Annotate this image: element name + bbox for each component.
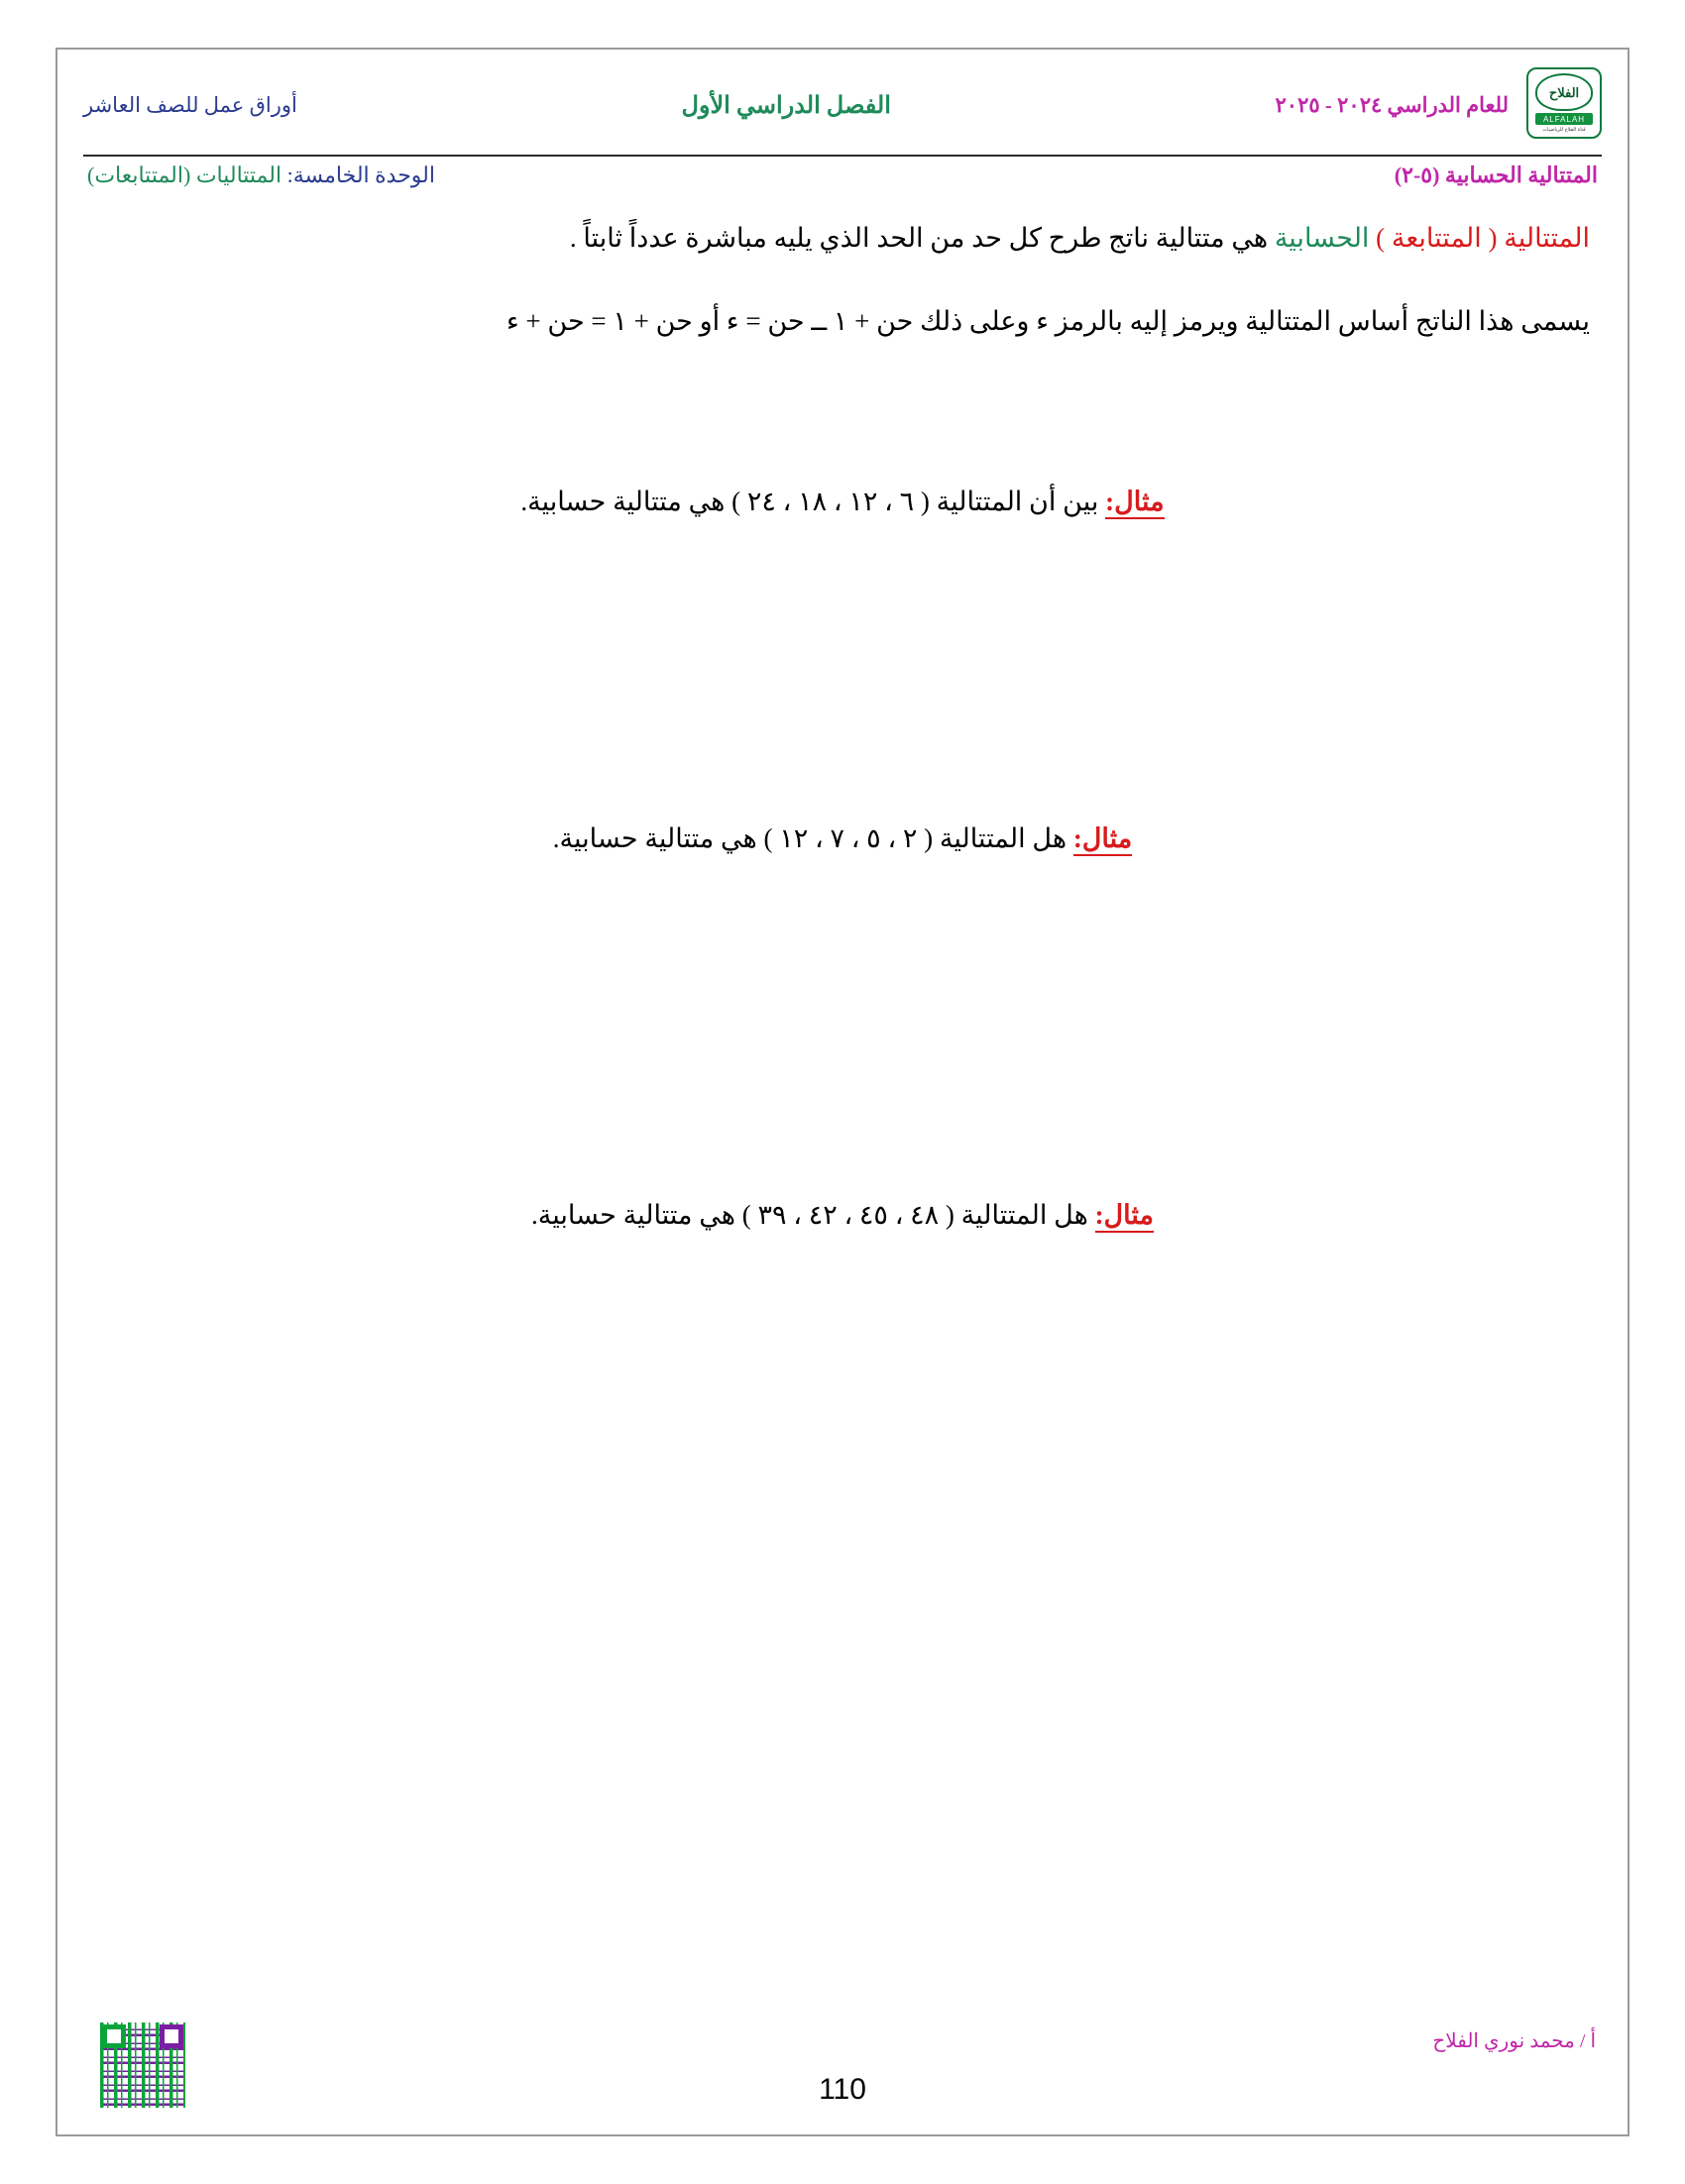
example-line-1	[520, 478, 1164, 527]
lesson-title: المتتالية الحسابية (٥-٢)	[1394, 163, 1598, 187]
subheader-row	[83, 163, 1602, 188]
page-header	[83, 67, 1602, 153]
example-label-3: مثال:	[1095, 1200, 1154, 1233]
qr-code-icon[interactable]	[97, 2020, 188, 2111]
definition-text: هي متتالية ناتج طرح كل حد من الحد الذي يليه مباشرة عدداً ثابتاً .	[569, 223, 1269, 253]
page-footer	[83, 2006, 1602, 2125]
definition-term: المتتالية ( المتتابعة )	[1369, 223, 1590, 253]
example-label-2: مثال:	[1073, 823, 1132, 856]
header-right-title: أوراق عمل للصف العاشر	[83, 93, 297, 117]
unit-prefix: الوحدة الخامسة:	[281, 163, 435, 187]
work-space-2	[95, 864, 1590, 1191]
unit-title: المتتاليات (المتتابعات)	[87, 163, 282, 187]
page-frame	[56, 48, 1629, 2136]
example-text-3: هل المتتالية ( ٤٨ ، ٤٥ ، ٤٢ ، ٣٩ ) هي متتالية حسابية.	[530, 1199, 1095, 1230]
page-body	[83, 188, 1602, 1241]
example-line-3	[531, 1191, 1154, 1241]
definition-line	[95, 214, 1590, 264]
common-difference-paragraph: يسمى هذا الناتج أساس المتتالية ويرمز إليه بالرمز ء وعلى ذلك حن + ١ ــ حن = ء أو حن + ١ = حن + ء	[506, 305, 1590, 336]
example-block-2	[95, 815, 1590, 864]
page-number: 110	[819, 2073, 866, 2106]
example-line-2	[553, 815, 1133, 864]
logo-crest-text: الفلاح	[1535, 73, 1593, 111]
work-space-0	[95, 347, 1590, 478]
example-block-1	[95, 478, 1590, 527]
logo-sub-text: قناة الفلاح للرياضيات	[1542, 127, 1586, 133]
definition-adjective: الحسابية	[1268, 223, 1370, 253]
unit-title-group	[87, 163, 435, 188]
example-label-1: مثال:	[1105, 487, 1164, 519]
example-text-1: بين أن المتتالية ( ٦ ، ١٢ ، ١٨ ، ٢٤ ) هي متتالية حسابية.	[520, 486, 1106, 516]
example-text-2: هل المتتالية ( ٢ ، ٥ ، ٧ ، ١٢ ) هي متتالية حسابية.	[552, 822, 1073, 853]
logo-band-text: ALFALAH	[1535, 113, 1593, 125]
example-block-3	[95, 1191, 1590, 1241]
work-space-1	[95, 527, 1590, 815]
header-center-title: الفصل الدراسي الأول	[681, 93, 891, 119]
header-left-group	[1276, 67, 1602, 139]
header-divider	[83, 155, 1602, 157]
header-academic-year: للعام الدراسي ٢٠٢٤ - ٢٠٢٥	[1275, 93, 1509, 117]
school-logo-icon	[1526, 67, 1602, 139]
teacher-name: أ / محمد نوري الفلاح	[1432, 2030, 1596, 2052]
